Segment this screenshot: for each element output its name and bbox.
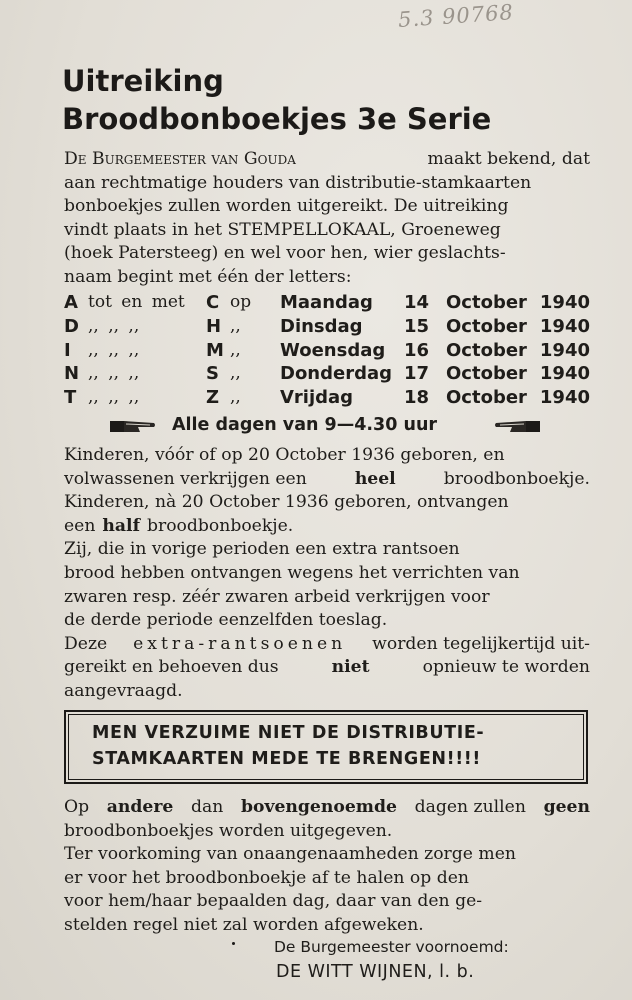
schedule-row [64,316,590,340]
body-line: de derde periode eenzelfden toeslag. [64,610,388,631]
emphasis-geen: geen [543,797,590,817]
body-line: Ter voorkoming van onaangenaamheden zorge men [64,844,516,865]
date-day: 16 [404,339,430,361]
range-connector: tot en met [88,292,185,312]
weekday: Woensdag [280,339,386,361]
body-line: brood hebben ontvangen wegens het verrichten van [64,562,520,583]
warning-line: STAMKAARTEN MEDE TE BRENGEN!!!! [92,749,481,769]
body-text: broodbonboekje. [443,468,590,489]
date-year: 1940 [539,292,590,313]
date-month: October [446,315,527,337]
spaced-word: extra-rantsoenen [133,633,347,654]
op-word: op [230,292,252,312]
body-text: opnieuw te worden [422,657,590,678]
weekday: Dinsdag [280,315,363,337]
letter-to: Z [206,387,220,409]
hours-text: Alle dagen van 9—4.30 uur [172,415,438,435]
ditto-marks: ,, ,, ,, [88,387,140,408]
letter-from: T [64,387,77,409]
body-text: worden tegelijkertijd uit- [372,633,590,654]
intro-line: maakt bekend, dat [427,149,590,169]
body-text: een [64,515,96,536]
body-text: volwassenen verkrijgen een [64,468,307,489]
children-and-extra-paragraph [64,444,590,704]
date-day: 18 [404,387,430,409]
letter-from: N [64,363,80,385]
schedule-table [64,292,590,411]
intro-line: De Burgemeester van Gouda [64,149,296,169]
schedule-row [64,387,590,411]
letter-from: D [64,315,79,337]
weekday: Maandag [280,292,373,313]
ditto-mark: ,, [230,363,241,384]
body-line: voor hem/haar bepaalden dag, daar van den ge- [64,891,483,912]
letter-from: I [64,339,71,361]
body-text: Op [64,797,90,817]
date-year: 1940 [539,363,590,385]
ditto-marks: ,, ,, ,, [88,363,140,384]
letter-to: S [206,363,219,385]
schedule-row [64,292,590,316]
body-text: dan [191,797,224,817]
intro-line: bonboekjes zullen worden uitgereikt. De uitreiking [64,196,509,217]
date-day: 17 [404,363,430,385]
body-text: gereikt en behoeven dus [64,657,279,678]
emphasis-heel: heel [354,468,396,489]
warning-box [64,710,588,784]
ditto-marks: ,, ,, ,, [88,315,140,336]
ditto-mark: ,, [230,387,241,408]
body-line: stelden regel niet zal worden afgeweken. [64,914,424,935]
opening-hours [110,415,540,441]
body-line: zwaren resp. zéér zwaren arbeid verkrijgen voor [64,586,490,607]
pointing-hand-icon [110,417,156,435]
date-month: October [446,292,527,313]
intro-line: (hoek Patersteeg) en wel voor hen, wier geslachts- [64,243,506,264]
ditto-mark: ,, [230,315,241,336]
body-line: Kinderen, vóór of op 20 October 1936 geboren, en [64,445,505,465]
emphasis-andere: andere [106,797,174,817]
schedule-row [64,340,590,364]
ditto-marks: ,, ,, ,, [88,339,140,360]
closing-paragraph [64,796,590,938]
date-month: October [446,339,527,361]
body-line: Zij, die in vorige perioden een extra rantsoen [64,539,460,560]
intro-line: vindt plaats in het STEMPELLOKAAL, Groeneweg [64,219,501,240]
body-line: Kinderen, nà 20 October 1936 geboren, ontvangen [64,492,509,513]
intro-paragraph [64,148,590,290]
body-text: Deze [64,633,108,654]
intro-line: naam begint met één der letters: [64,266,352,287]
body-line: aangevraagd. [64,680,183,701]
title-line-2: Broodbonboekjes 3e Serie [62,102,492,136]
date-year: 1940 [539,387,590,409]
emphasis-niet: niet [331,657,370,678]
page-title [62,62,491,138]
archive-mark: 5.3 90768 [397,0,515,33]
date-day: 14 [404,292,430,313]
letter-to: M [206,339,224,361]
signature-name: DE WITT WIJNEN, l. b. [276,962,475,982]
emphasis-half: half [102,515,140,536]
ditto-mark: ,, [230,339,241,360]
weekday: Vrijdag [280,387,354,409]
date-month: October [446,363,527,385]
warning-line: MEN VERZUIME NIET DE DISTRIBUTIE- [92,723,485,743]
body-text: dagen zullen [414,797,526,817]
intro-line: aan rechtmatige houders van distributie-stamkaarten [64,172,532,193]
body-text: broodbonboekje. [146,515,294,536]
body-line: er voor het broodbonboekje af te halen op den [64,867,469,888]
date-year: 1940 [539,315,590,337]
ink-speck [232,942,235,945]
body-line: broodbonboekjes worden uitgegeven. [64,820,393,841]
date-month: October [446,387,527,409]
letter-to: H [206,315,222,337]
weekday: Donderdag [280,363,393,385]
schedule-row [64,363,590,387]
date-day: 15 [404,315,430,337]
letter-from: A [64,292,78,313]
title-line-1: Uitreiking [62,64,224,98]
emphasis-bovengenoemde: bovengenoemde [241,797,397,817]
signature-role: De Burgemeester voornoemd: [274,938,509,956]
date-year: 1940 [539,339,590,361]
pointing-hand-icon [494,417,540,435]
letter-to: C [206,292,220,313]
